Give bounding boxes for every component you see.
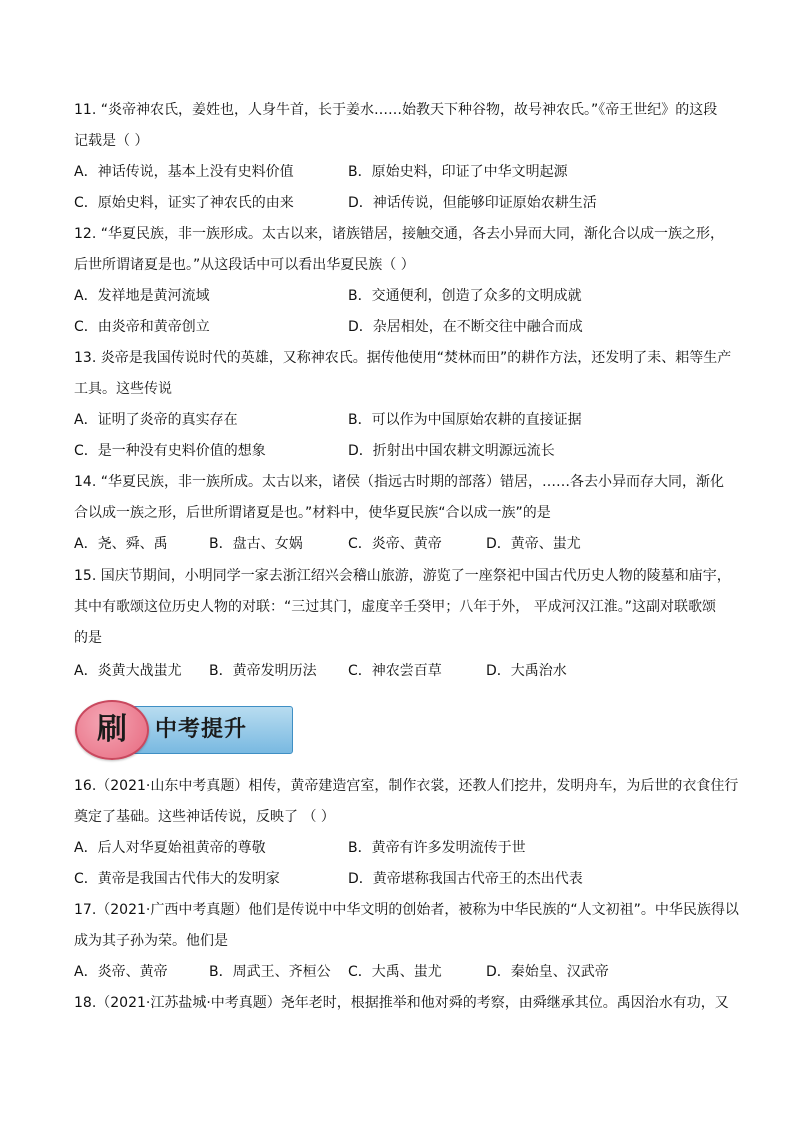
question-text: 15. 国庆节期间，小明同学一家去浙江绍兴会稽山旅游，游览了一座祭祀中国古代历史人物的陵墓和庙宇， — [74, 568, 731, 584]
option-a[interactable]: A．尧、舜、禹 — [74, 536, 168, 552]
option-c[interactable]: C．原始史料，证实了神农氏的由来 — [74, 195, 294, 211]
option-d[interactable]: D．黄帝堪称我国古代帝王的杰出代表 — [348, 871, 583, 887]
options-row — [74, 436, 726, 467]
question-text: 其中有歌颂这位历史人物的对联：“三过其门，虚度辛壬癸甲；八年于外， 平成河汉江淮。”这副对联歌颂 — [74, 599, 716, 615]
option-c[interactable]: C．炎帝、黄帝 — [348, 536, 442, 552]
options-row — [74, 957, 726, 988]
option-c[interactable]: C．黄帝是我国古代伟大的发明家 — [74, 871, 280, 887]
question-text: 14. “华夏民族，非一族所成。太古以来，诸侯（指远古时期的部落）错居，……各去小异而存大同，渐化 — [74, 474, 724, 490]
question-text: 后世所谓诸夏是也。”从这段话中可以看出华夏民族（ ） — [74, 257, 415, 273]
options-row — [74, 188, 726, 219]
option-d[interactable]: D．折射出中国农耕文明源远流长 — [348, 443, 555, 459]
question-text: 11. “炎帝神农氏，姜姓也，人身牛首，长于姜水……始教天下种谷物，故号神农氏。”《帝王世纪》的这段 — [74, 102, 718, 118]
question-text: 合以成一族之形，后世所谓诸夏是也。”材料中，使华夏民族“合以成一族”的是 — [74, 505, 551, 521]
question-text: 记载是（ ） — [74, 133, 149, 149]
option-d[interactable]: D．秦始皇、汉武帝 — [486, 964, 609, 980]
option-a[interactable]: A．后人对华夏始祖黄帝的尊敬 — [74, 840, 266, 856]
option-d[interactable]: D．大禹治水 — [486, 663, 567, 679]
option-b[interactable]: B．周武王、齐桓公 — [209, 964, 331, 980]
option-c[interactable]: C．是一种没有史料价值的想象 — [74, 443, 266, 459]
banner-title: 中考提升 — [155, 716, 248, 742]
options-row — [74, 281, 726, 312]
question-11 — [74, 95, 726, 157]
option-b[interactable]: B．黄帝发明历法 — [209, 663, 317, 679]
question-16 — [74, 771, 739, 833]
question-12 — [74, 219, 726, 281]
option-a[interactable]: A．证明了炎帝的真实存在 — [74, 412, 238, 428]
question-14 — [74, 467, 726, 529]
question-17 — [74, 895, 739, 957]
question-text: 16.（2021·山东中考真题）相传，黄帝建造宫室，制作衣裳，还教人们挖井，发明舟车，为后世的衣食住行 — [74, 778, 739, 794]
banner-badge-text: 刷 — [97, 712, 127, 747]
question-text: 17.（2021·广西中考真题）他们是传说中中华文明的创始者，被称为中华民族的“人文初祖”。中华民族得以 — [74, 902, 739, 918]
option-d[interactable]: D．神话传说，但能够印证原始农耕生活 — [348, 195, 597, 211]
question-text: 13. 炎帝是我国传说时代的英雄，又称神农氏。据传他使用“焚林而田”的耕作方法，还发明了耒、耜等生产 — [74, 350, 732, 366]
option-b[interactable]: B．可以作为中国原始农耕的直接证据 — [348, 412, 582, 428]
options-row — [74, 157, 726, 188]
option-a[interactable]: A．神话传说，基本上没有史料价值 — [74, 164, 294, 180]
option-d[interactable]: D．黄帝、蚩尤 — [486, 536, 581, 552]
question-text: 工具。这些传说 — [74, 381, 172, 397]
question-13 — [74, 343, 732, 405]
question-text: 12. “华夏民族，非一族形成。太古以来，诸族错居，接触交通，各去小异而大同，渐化合以成一族之形， — [74, 226, 724, 242]
options-row — [74, 529, 726, 560]
option-c[interactable]: C．大禹、蚩尤 — [348, 964, 442, 980]
banner-badge — [75, 700, 149, 760]
options-row — [74, 405, 726, 436]
options-row — [74, 312, 726, 343]
option-b[interactable]: B．原始史料，印证了中华文明起源 — [348, 164, 568, 180]
question-text: 18.（2021·江苏盐城·中考真题）尧年老时，根据推举和他对舜的考察，由舜继承其位。禹因治水有功，又 — [74, 995, 729, 1011]
option-c[interactable]: C．神农尝百草 — [348, 663, 442, 679]
question-15 — [74, 561, 731, 654]
option-b[interactable]: B．黄帝有许多发明流传于世 — [348, 840, 526, 856]
options-row — [74, 833, 726, 864]
option-a[interactable]: A．炎帝、黄帝 — [74, 964, 168, 980]
option-c[interactable]: C．由炎帝和黄帝创立 — [74, 319, 210, 335]
question-18 — [74, 988, 729, 1019]
question-text: 的是 — [74, 630, 102, 646]
option-a[interactable]: A．发祥地是黄河流域 — [74, 288, 210, 304]
option-b[interactable]: B．盘古、女娲 — [209, 536, 303, 552]
options-row — [74, 656, 726, 687]
options-row — [74, 864, 726, 895]
option-b[interactable]: B．交通便利，创造了众多的文明成就 — [348, 288, 582, 304]
question-text: 奠定了基础。这些神话传说，反映了 （ ） — [74, 809, 335, 825]
section-banner — [75, 700, 293, 758]
option-a[interactable]: A．炎黄大战蚩尤 — [74, 663, 182, 679]
question-text: 成为其子孙为荣。他们是 — [74, 933, 228, 949]
option-d[interactable]: D．杂居相处，在不断交往中融合而成 — [348, 319, 583, 335]
